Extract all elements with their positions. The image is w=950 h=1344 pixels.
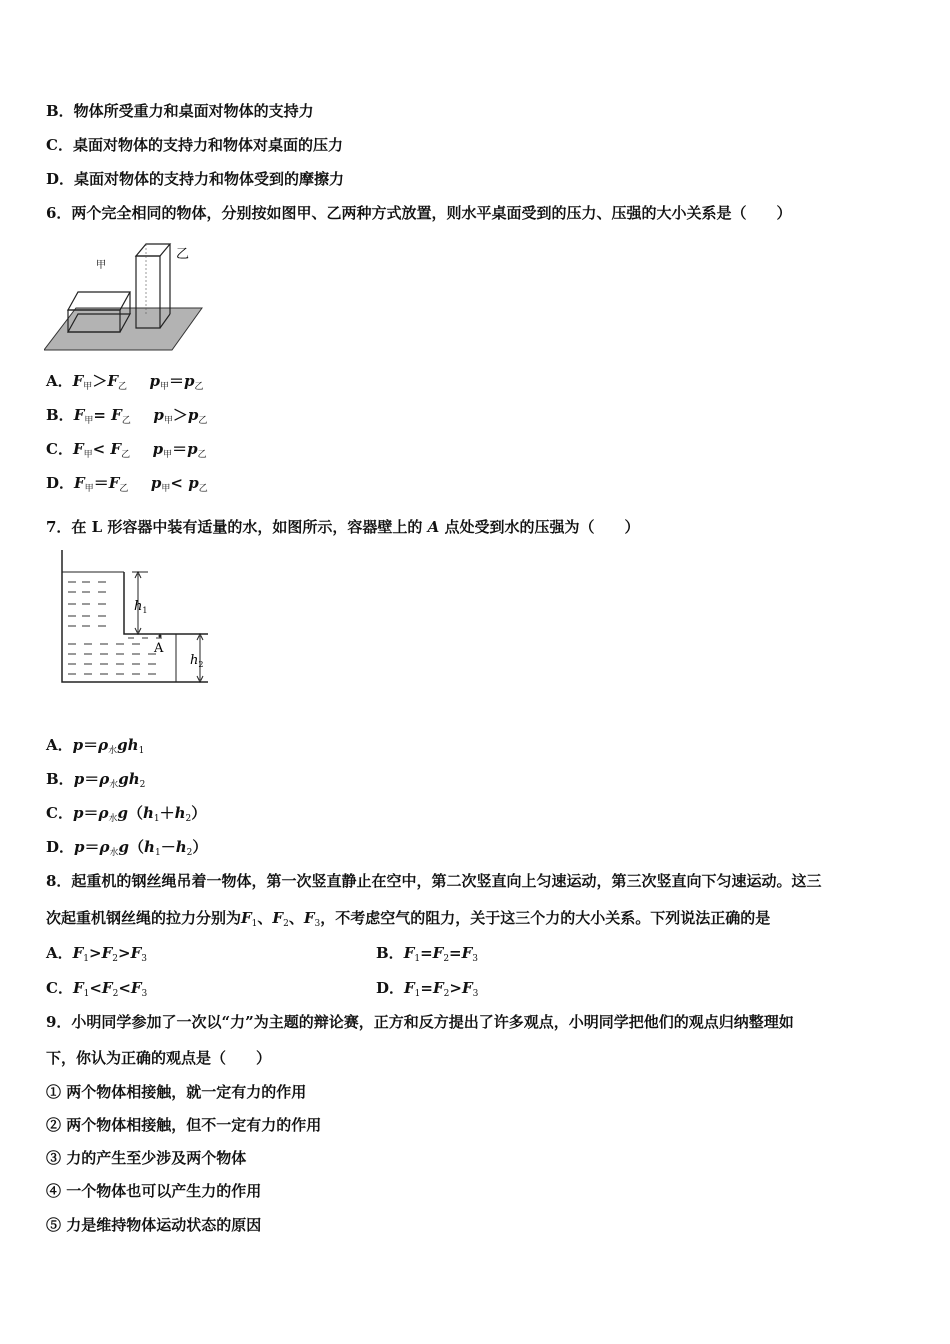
- q8-option-row-1: [46, 943, 479, 969]
- q8-stem-line1: 8．起重机的钢丝绳吊着一物体，第一次竖直静止在空中，第二次竖直向上匀速运动，第三次竖直向下匀速运动。这三: [46, 872, 822, 890]
- q9-statement-1: ① 两个物体相接触，就一定有力的作用: [46, 1083, 307, 1101]
- q5-option-b: B．物体所受重力和桌面对物体的支持力: [46, 102, 314, 120]
- q9-statement-2: ② 两个物体相接触，但不一定有力的作用: [46, 1116, 322, 1134]
- q7-figure-h1: $h_1$: [134, 599, 148, 615]
- q8-option-b: B．$F_1=F_2=F_3$: [376, 944, 479, 964]
- q8-option-a: A．$F_1>F_2>F_3$: [46, 944, 147, 964]
- q6-stem: 6．两个完全相同的物体，分别按如图甲、乙两种方式放置，则水平桌面受到的压力、压强的大小关系是（ ）: [46, 204, 792, 222]
- q7-option-d: D．$p=\rho_水g(h_1-h_2)$: [46, 838, 208, 858]
- q8-option-row-2: [46, 978, 479, 1004]
- q6-option-b: B．$F_甲= F_乙$ $p_甲>p_乙$: [46, 406, 208, 426]
- q7-figure: [58, 550, 218, 686]
- q6-option-a: A．$F_甲>F_乙$ $p_甲=p_乙$: [46, 372, 204, 392]
- q5-option-c: C．桌面对物体的支持力和物体对桌面的压力: [46, 136, 343, 154]
- q6-figure-label-yi: 乙: [176, 247, 190, 262]
- q7-option-b: B．$p=\rho_水gh_2$: [46, 770, 146, 790]
- q9-statement-5: ⑤ 力是维持物体运动状态的原因: [46, 1216, 262, 1234]
- q9-stem-line2: 下，你认为正确的观点是（ ）: [46, 1049, 272, 1067]
- q6-figure-label-jia: 甲: [96, 260, 106, 271]
- q6-figure: [44, 242, 204, 354]
- q7-figure-point-a: A: [154, 641, 164, 656]
- q9-statement-3: ③ 力的产生至少涉及两个物体: [46, 1149, 247, 1167]
- q7-stem: 7．在 L 形容器中装有适量的水，如图所示，容器壁上的 A 点处受到水的压强为（ ）: [46, 518, 640, 536]
- q7-option-c: C．$p=\rho_水g(h_1+h_2)$: [46, 804, 207, 824]
- q8-option-d: D．$F_1=F_2>F_3$: [376, 979, 479, 999]
- q5-option-d: D．桌面对物体的支持力和物体受到的摩擦力: [46, 170, 345, 188]
- q9-stem-line1: 9．小明同学参加了一次以“力”为主题的辩论赛，正方和反方提出了许多观点，小明同学把他们的观点归纳整理如: [46, 1013, 794, 1031]
- q7-option-a: A．$p=\rho_水gh_1$: [46, 736, 145, 756]
- q6-option-d: D．$F_甲=F_乙$ $p_甲< p_乙$: [46, 474, 208, 494]
- q9-statement-4: ④ 一个物体也可以产生力的作用: [46, 1182, 262, 1200]
- q7-figure-h2: $h_2$: [190, 653, 204, 669]
- q6-option-c: C．$F_甲< F_乙$ $p_甲=p_乙$: [46, 440, 207, 460]
- q8-option-c: C．$F_1<F_2<F_3$: [46, 979, 148, 999]
- q8-stem-line2: 次起重机钢丝绳的拉力分别为$F_1$、$F_2$、$F_3$，不考虑空气的阻力，关于这三个力的大小关系。下列说法正确的是: [46, 909, 771, 929]
